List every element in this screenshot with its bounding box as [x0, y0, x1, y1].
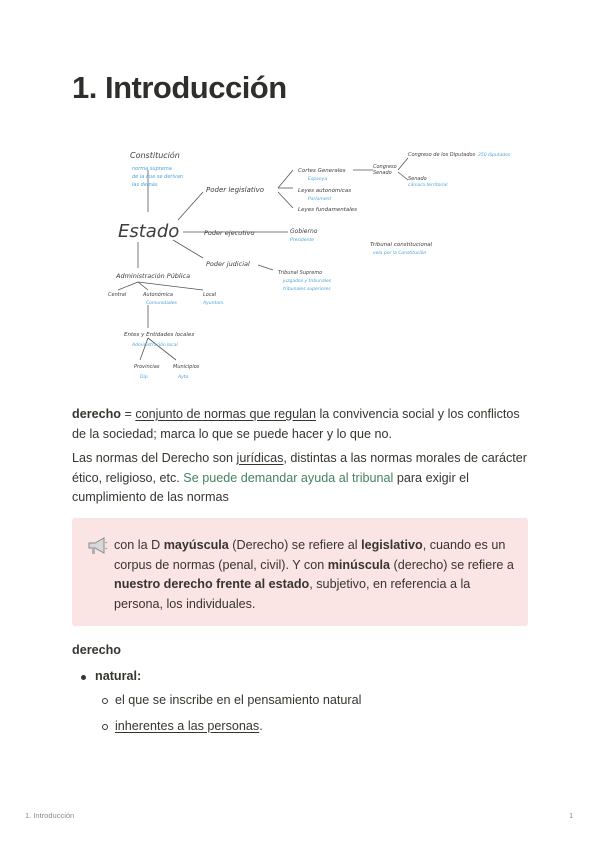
footer-title: 1. Introducción	[25, 811, 75, 820]
svg-text:de la que se derivan: de la que se derivan	[132, 174, 184, 180]
bullet-circle	[102, 724, 108, 730]
svg-text:Entes y Entidades locales: Entes y Entidades locales	[124, 332, 195, 338]
svg-text:Dip.: Dip.	[140, 375, 150, 380]
list-item: el que se inscribe en el pensamiento natural	[115, 693, 362, 707]
svg-text:Ayuntam.: Ayuntam.	[203, 301, 225, 306]
svg-text:Local: Local	[203, 292, 217, 298]
svg-text:Congreso de los Diputados: Congreso de los Diputados	[408, 152, 476, 158]
svg-text:Administración local: Administración local	[132, 343, 178, 348]
list-item: natural:	[95, 669, 142, 683]
svg-text:Tribunal constitucional: Tribunal constitucional	[370, 242, 433, 248]
svg-text:Presidente: Presidente	[290, 238, 314, 243]
svg-text:Congreso: Congreso	[373, 164, 397, 170]
svg-text:Autonómica: Autonómica	[143, 292, 173, 298]
svg-text:Senado: Senado	[373, 170, 392, 176]
svg-text:Espanya: Espanya	[308, 177, 328, 182]
bullet-dot	[81, 675, 86, 680]
svg-text:Ayto.: Ayto.	[178, 375, 190, 380]
callout-box	[72, 518, 528, 626]
svg-text:Leyes fundamentales: Leyes fundamentales	[298, 207, 358, 213]
svg-text:Poder judicial: Poder judicial	[206, 260, 250, 268]
svg-text:Central: Central	[108, 292, 127, 298]
svg-text:tribunales superiores: tribunales superiores	[283, 287, 331, 292]
section-heading: derecho	[72, 643, 121, 657]
svg-text:Gobierno: Gobierno	[290, 228, 318, 235]
svg-text:Estado: Estado	[118, 221, 180, 242]
list-item: inherentes a las personas.	[115, 719, 263, 733]
page-title: 1. Introducción	[72, 70, 287, 105]
svg-text:juzgados y tribunales: juzgados y tribunales	[283, 279, 332, 284]
svg-text:Tribunal Supremo: Tribunal Supremo	[278, 270, 323, 276]
svg-text:cámara territorial: cámara territorial	[408, 183, 448, 188]
svg-text:350 diputados: 350 diputados	[478, 153, 511, 158]
svg-text:las demás: las demás	[132, 182, 158, 188]
svg-text:Parlament: Parlament	[308, 197, 332, 202]
svg-text:Poder legislativo: Poder legislativo	[206, 186, 264, 194]
svg-text:Cortes Generales: Cortes Generales	[298, 168, 346, 174]
svg-text:vela por la Constitución: vela por la Constitución	[373, 251, 427, 256]
svg-text:Constitución: Constitución	[130, 151, 180, 160]
bullet-circle	[102, 698, 108, 704]
callout-text: con la D mayúscula (Derecho) se refiere al legislativo, cuando es un corpus de normas (penal, civil). Y con minúscula (derecho) se refiere a nuestro derecho frente al estado, subjetivo, en referencia a la persona, los individuales.	[114, 538, 514, 611]
svg-text:Poder ejecutivo: Poder ejecutivo	[204, 229, 255, 237]
svg-text:Municipios: Municipios	[173, 364, 200, 370]
normas-paragraph: Las normas del Derecho son jurídicas, distintas a las normas morales de carácter ético, religioso, etc. Se puede demandar ayuda al tribunal para exigir el cumplimiento de las normas	[72, 451, 528, 504]
svg-text:Leyes autonómicas: Leyes autonómicas	[298, 188, 352, 194]
svg-text:Senado: Senado	[408, 176, 427, 182]
svg-text:Comunidades: Comunidades	[146, 301, 177, 306]
svg-text:norma suprema: norma suprema	[132, 166, 172, 172]
svg-text:Administración Pública: Administración Pública	[116, 272, 191, 280]
definition-paragraph: derecho = conjunto de normas que regulan la convivencia social y los conflictos de la sociedad; marca lo que se puede hacer y lo que no.	[72, 407, 520, 441]
page-number: 1	[569, 811, 574, 820]
concept-map-image	[108, 140, 528, 390]
megaphone-icon	[86, 536, 108, 556]
svg-text:Provincias: Provincias	[134, 364, 160, 370]
